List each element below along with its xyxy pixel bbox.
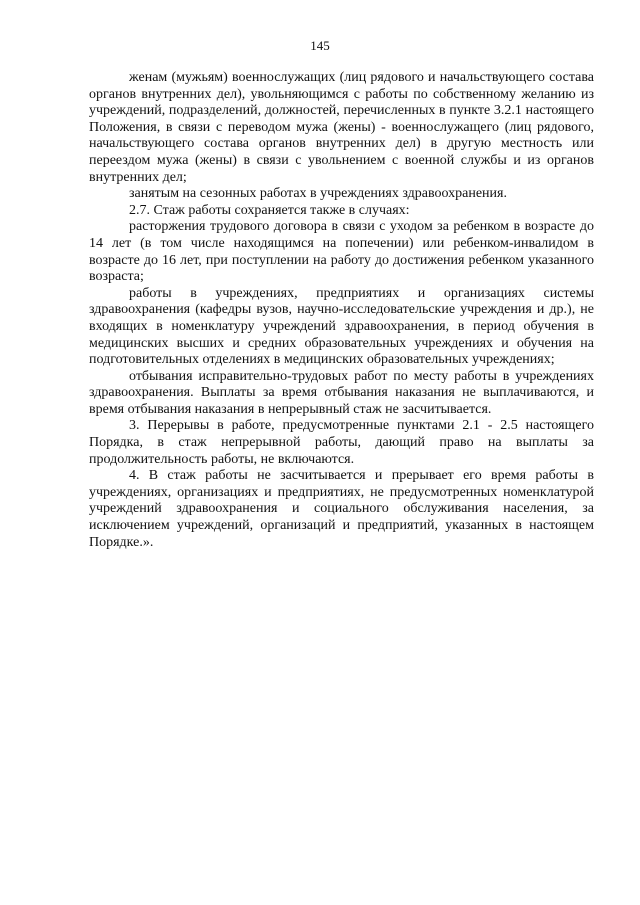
- paragraph-healthcare-system-work: работы в учреждениях, предприятиях и организациях системы здравоохранения (кафедры вузов, научно-исследовательские учреждения и др.), не входящих в номенклатуру учреждений здравоохранения, в период обучения в медицинских высших и средних образовательных учреждениях и обучения на подготовительных отделениях в медицинских образовательных учреждениях;: [89, 285, 594, 368]
- paragraph-childcare-termination: расторжения трудового договора в связи с уходом за ребенком в возрасте до 14 лет (в том числе находящимся на попечении) или ребенком-инвалидом в возрасте до 16 лет, при поступлении на работу до достижения ребенком указанного возраста;: [89, 219, 594, 285]
- document-body: [89, 70, 594, 551]
- page-number: 145: [310, 38, 330, 53]
- paragraph-section-2-7: 2.7. Стаж работы сохраняется также в случаях:: [129, 202, 410, 218]
- paragraph-spouses-of-servicemen: женам (мужьям) военнослужащих (лиц рядового и начальствующего состава органов внутренних дел), увольняющимся с работы по собственному желанию из учреждений, подразделений, должностей, перечисленных в пункте 3.2.1 настоящего Положения, в связи с переводом мужа (жены) - военнослужащего (лиц рядового, начальствующего состава органов внутренних дел) в другую местность или переездом мужа (жены) в связи с увольнением с военной службы и из органов внутренних дел;: [89, 70, 594, 185]
- paragraph-seasonal-workers: занятым на сезонных работах в учреждениях здравоохранения.: [129, 186, 507, 202]
- paragraph-correctional-labor: отбывания исправительно-трудовых работ по месту работы в учреждениях здравоохранения. Выплаты за время отбывания наказания не выплачиваются, и время отбывания наказания в непрерывный стаж не засчитывается.: [89, 368, 594, 417]
- paragraph-section-3: 3. Перерывы в работе, предусмотренные пунктами 2.1 - 2.5 настоящего Порядка, в стаж непрерывной работы, дающий право на выплаты за продолжительность работы, не включаются.: [89, 418, 594, 467]
- paragraph-section-4: 4. В стаж работы не засчитывается и прерывает его время работы в учреждениях, организациях и предприятиях, не предусмотренных номенклатурой учреждений здравоохранения и социального обслуживания населения, за исключением учреждений, организаций и предприятий, указанных в настоящем Порядке.».: [89, 468, 594, 550]
